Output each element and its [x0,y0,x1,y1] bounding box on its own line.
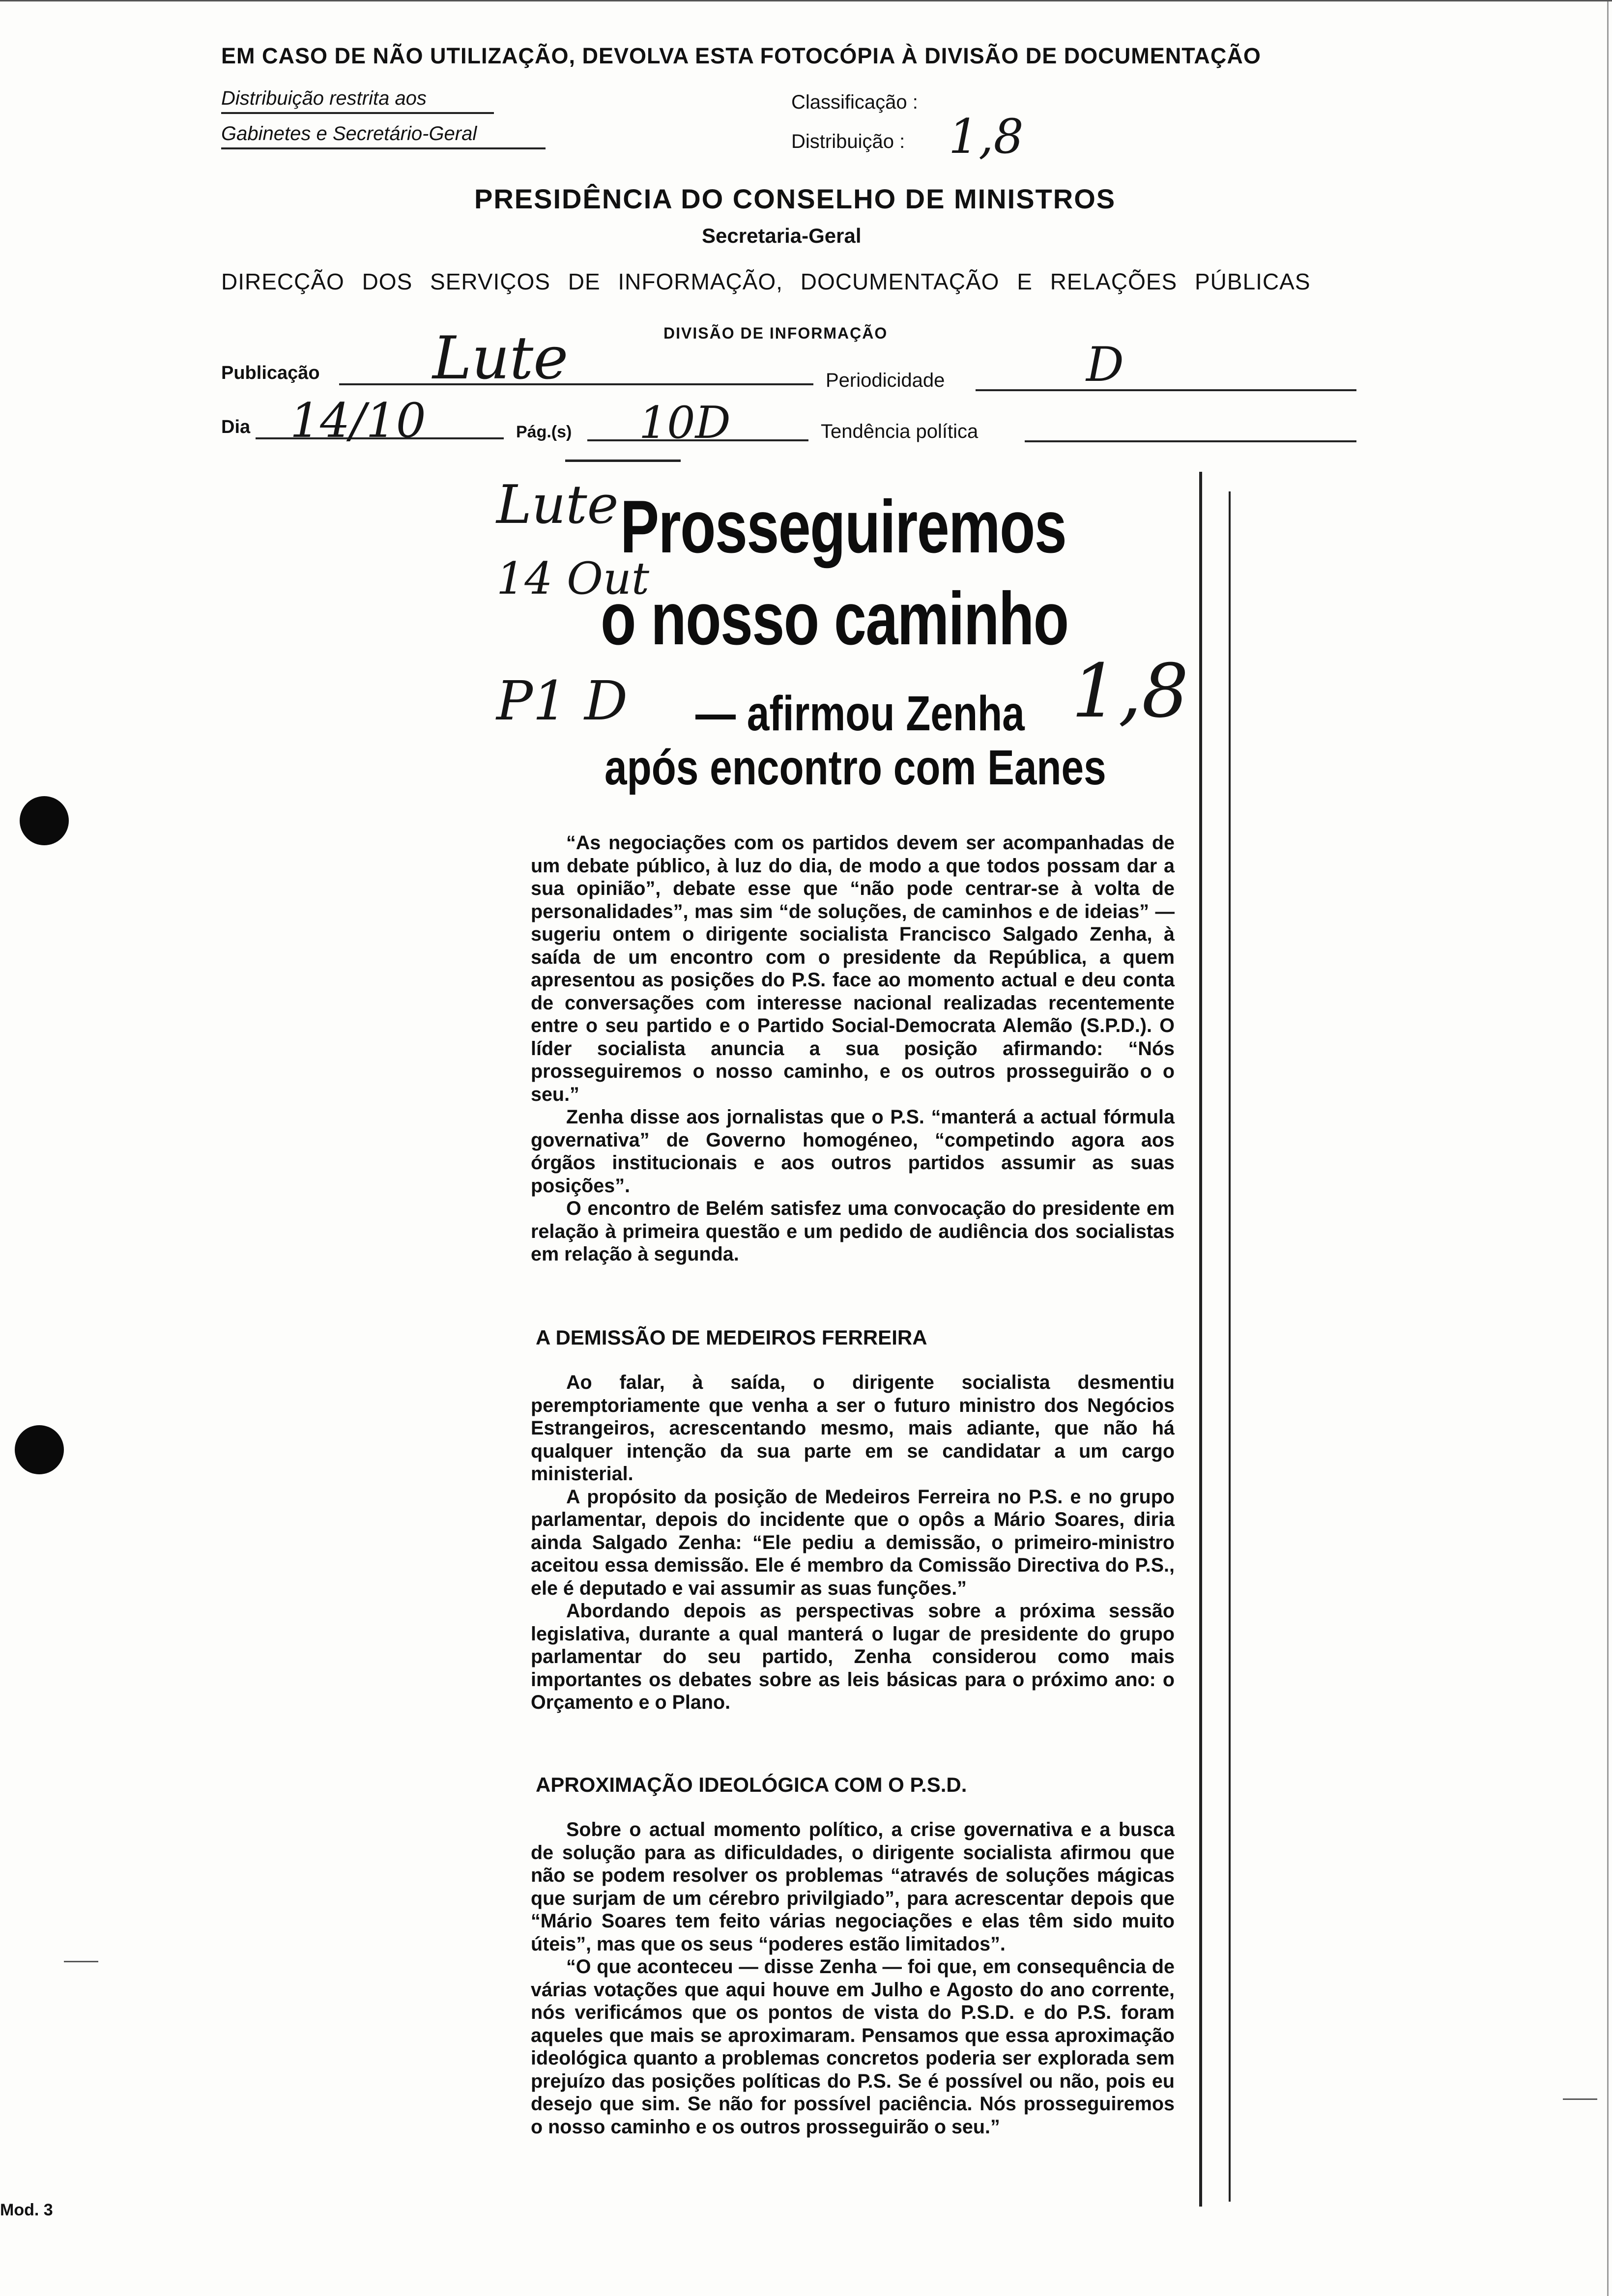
headline-line-1: Prosseguiremos [620,485,1066,569]
article-paragraph: Abordando depois as perspectivas sobre a próxima sessão legislativa, durante a qual manterá o lugar de presidente do grupo parlamentar do seu partido, Zenha considerou como mais importantes os debates sobre as leis básicas para o próximo ano: o Orçamento e o Plano. [531,1600,1175,1713]
publication-label: Publicação [221,363,320,383]
subtitle-line-2: após encontro com Eanes [604,740,1106,795]
restricted-underline-1 [221,112,494,114]
publication-handwritten: Lute [432,324,569,393]
article-paragraph: Ao falar, à saída, o dirigente socialista desmentiu peremptoriamente que venha a ser o futuro ministro dos Negócios Estrangeiros, acrescentando mesmo, mais adiante, que não há qualquer intenção da sua parte em se candidatar a um cargo ministerial. [531,1372,1175,1485]
classification-label: Classificação : [791,91,918,113]
scan-top-edge [0,0,1612,1]
article-paragraph: O encontro de Belém satisfez uma convocação do presidente em relação à primeira questão e um pedido de audiência dos socialistas em relação à segunda. [531,1198,1175,1265]
page-handwritten: 10D [639,397,731,449]
punch-hole-mark-bottom [15,1425,64,1474]
margin-dash [64,1961,98,1962]
tendency-line [1025,440,1356,442]
restricted-distribution-line1: Distribuição restrita aos [221,87,427,109]
presidency-title: PRESIDÊNCIA DO CONSELHO DE MINISTROS [474,183,1116,214]
punch-hole-mark-top [20,796,69,845]
article-paragraph: “O que aconteceu — disse Zenha — foi que, em consequência de várias votações que aqui houve em Julho e Agosto do ano corrente, nós verificámos que os pontos de vista do P.S.D. e do P.S. foram aqueles que mais se aproximaram. Pensamos que essa aproximação ideológica quanto a problemas concretos poderia ser explorada sem prejuízo das posições políticas do P.S. Se é possível ou não, pois eu desejo que sim. Se não for possível paciência. Nós prosseguiremos o nosso caminho e os outros prosseguirão o seu.” [531,1956,1175,2138]
article-paragraph: “As negociações com os partidos devem ser acompanhadas de um debate público, à luz do dia, de modo a que todos possam dar a sua opinião”, debate esse que “não pode centrar-se à volta de personalidades”, mas sim “de soluções, de caminhos e de ideias” — sugeriu ontem o dirigente socialista Francisco Salgado Zenha, à saída de um encontro com o presidente da República, a quem apresentou as posições do P.S. face ao momento actual e deu conta de conversações com interesse nacional realizadas recentemente entre o seu partido e o Partido Social-Democrata Alemão (S.P.D.). O líder socialista anuncia a sua posição afirmando: “Nós prosseguiremos o nosso caminho, e os outros prosseguirão o o seu.” [531,832,1175,1105]
day-label: Dia [221,417,251,437]
article-top-rule [565,459,681,462]
distribution-handwritten: 1,8 [949,109,1024,164]
headline-line-2: o nosso caminho [601,577,1068,660]
column-rule-left [1199,472,1202,2207]
distribution-label: Distribuição : [791,131,905,152]
publication-line [339,383,813,385]
secretariat-title: Secretaria-Geral [702,224,862,247]
article-section-intro [531,832,1175,1266]
periodicity-handwritten: D [1086,337,1124,392]
handwritten-note-distribution: 1,8 [1071,649,1189,734]
periodicity-line [976,389,1356,391]
restricted-underline-2 [221,147,546,149]
subhead-psd-approximation: APROXIMAÇÃO IDEOLÓGICA COM O P.S.D. [536,1773,967,1796]
margin-dash [1563,2098,1597,2100]
article-paragraph: Sobre o actual momento político, a crise governativa e a busca de solução para as dificuldades, o dirigente socialista afirmou que não se podem resolver os problemas “através de soluções mágicas que surjam de um cérebro privilgiado”, para acrescentar depois que “Mário Soares tem feito várias negociações e elas têm sido muito úteis”, mas que os seus “poderes estão limitados”. [531,1819,1175,1955]
handwritten-note-lute: Lute [496,474,619,536]
restricted-distribution-line2: Gabinetes e Secretário-Geral [221,123,477,144]
handwritten-note-page: P1 D [496,669,628,732]
return-notice: EM CASO DE NÃO UTILIZAÇÃO, DEVOLVA ESTA FOTOCÓPIA À DIVISÃO DE DOCUMENTAÇÃO [221,43,1261,68]
article-section-psd [531,1818,1175,2138]
article-paragraph: Zenha disse aos jornalistas que o P.S. “manterá a actual fórmula governativa” de Governo homogéneo, “competindo agora aos órgãos institucionais e aos outros partidos assumir as suas posições”. [531,1106,1175,1197]
subhead-medeiros-ferreira: A DEMISSÃO DE MEDEIROS FERREIRA [536,1326,927,1349]
article-section-medeiros [531,1371,1175,1714]
tendency-label: Tendência política [821,421,979,442]
page-label: Pág.(s) [516,423,572,441]
scan-edge [1607,0,1609,2296]
column-rule-right [1229,491,1231,2202]
division-title: DIVISÃO DE INFORMAÇÃO [663,324,888,342]
handwritten-note-date: 14 Out [496,553,650,604]
day-handwritten: 14/10 [290,393,426,448]
directorate-title: DIRECÇÃO DOS SERVIÇOS DE INFORMAÇÃO, DOCUMENTAÇÃO E RELAÇÕES PÚBLICAS [221,269,1311,294]
form-code: Mod. 3 [0,2201,53,2219]
subtitle-line-1: — afirmou Zenha [695,686,1025,741]
periodicity-label: Periodicidade [826,370,945,391]
article-paragraph: A propósito da posição de Medeiros Ferreira no P.S. e no grupo parlamentar, depois do incidente que o opôs a Mário Soares, diria ainda Salgado Zenha: “Ele pediu a demissão, o primeiro-ministro aceitou essa demissão. Ele é membro da Comissão Directiva do P.S., ele é deputado e vai assumir as suas funções.” [531,1486,1175,1599]
